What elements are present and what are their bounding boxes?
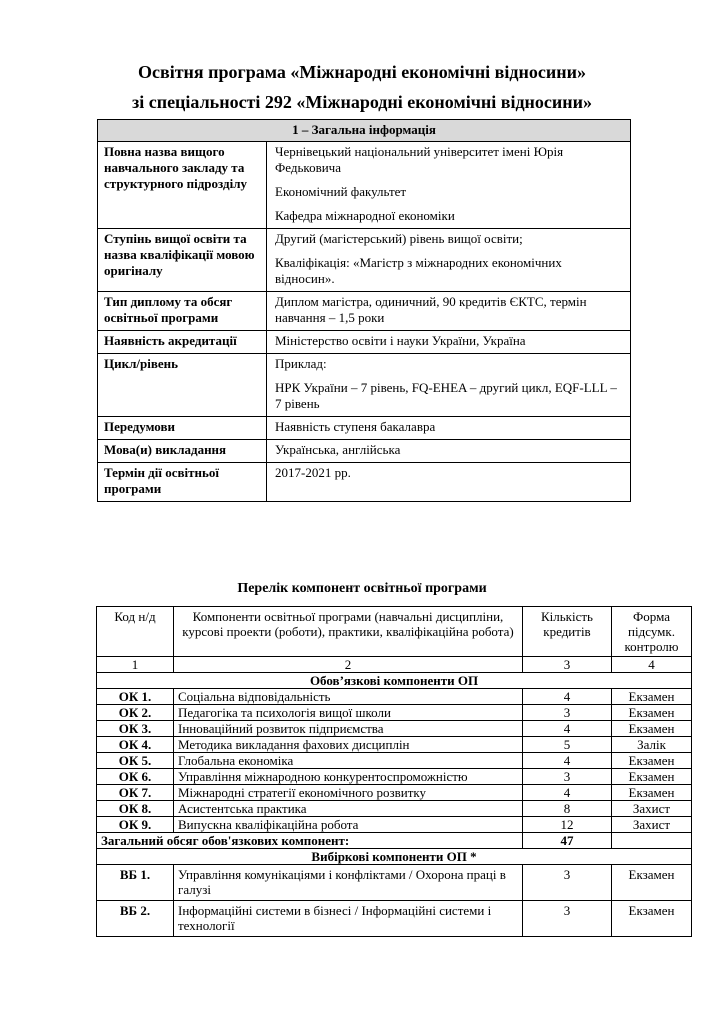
components-table bbox=[96, 606, 692, 937]
info-row-institution bbox=[98, 142, 631, 229]
header-control-form: Форма підсумк. контролю bbox=[612, 607, 692, 657]
info-value bbox=[267, 463, 631, 502]
document-title: Освітня програма «Міжнародні економічні відносини» bbox=[138, 62, 586, 82]
info-value bbox=[267, 292, 631, 331]
header-code: Код н/д bbox=[97, 607, 174, 657]
info-value-line: Диплом магістра, одиничний, 90 кредитів ЄКТС, термін навчання – 1,5 роки bbox=[275, 294, 587, 325]
component-name: Асистентська практика bbox=[174, 801, 523, 817]
mandatory-component-row bbox=[97, 801, 692, 817]
general-info-table bbox=[97, 119, 631, 502]
component-code: ОК 7. bbox=[97, 785, 174, 801]
component-name: Соціальна відповідальність bbox=[174, 689, 523, 705]
mandatory-section-title: Обов’язкові компоненти ОП bbox=[97, 673, 692, 689]
mandatory-component-row bbox=[97, 817, 692, 833]
component-name: Управління міжнародною конкурентоспроможністю bbox=[174, 769, 523, 785]
component-credits: 4 bbox=[523, 753, 612, 769]
component-control-form: Екзамен bbox=[612, 705, 692, 721]
component-code: ОК 6. bbox=[97, 769, 174, 785]
component-control-form: Екзамен bbox=[612, 689, 692, 705]
info-label: Мова(и) викладання bbox=[98, 440, 267, 463]
info-value-line: Українська, англійська bbox=[275, 442, 401, 457]
info-value-line: Кафедра міжнародної економіки bbox=[275, 208, 455, 223]
info-value-line: Кваліфікація: «Магістр з міжнародних економічних відносин». bbox=[275, 255, 562, 286]
info-value bbox=[267, 417, 631, 440]
info-value-line: Другий (магістерський) рівень вищої освіти; bbox=[275, 231, 523, 246]
component-credits: 4 bbox=[523, 785, 612, 801]
component-name: Управління комунікаціями і конфліктами / Охорона праці в галузі bbox=[174, 865, 523, 901]
component-name: Міжнародні стратегії економічного розвитку bbox=[174, 785, 523, 801]
component-control-form: Захист bbox=[612, 817, 692, 833]
component-code: ОК 5. bbox=[97, 753, 174, 769]
elective-section-title: Вибіркові компоненти ОП * bbox=[97, 849, 692, 865]
info-value-line: Приклад: bbox=[275, 356, 327, 371]
mandatory-component-row bbox=[97, 705, 692, 721]
component-name: Інформаційні системи в бізнесі / Інформаційні системи і технології bbox=[174, 901, 523, 937]
mandatory-section-row bbox=[97, 673, 692, 689]
info-label: Тип диплому та обсяг освітньої програми bbox=[98, 292, 267, 331]
components-header-row bbox=[97, 607, 692, 657]
header-credits: Кількість кредитів bbox=[523, 607, 612, 657]
column-number: 2 bbox=[174, 657, 523, 673]
component-code: ОК 8. bbox=[97, 801, 174, 817]
total-row bbox=[97, 833, 692, 849]
elective-component-row bbox=[97, 865, 692, 901]
info-value-line: Наявність ступеня бакалавра bbox=[275, 419, 436, 434]
component-control-form: Екзамен bbox=[612, 721, 692, 737]
mandatory-component-row bbox=[97, 737, 692, 753]
document-subtitle: зі спеціальності 292 «Міжнародні економічні відносини» bbox=[131, 92, 593, 112]
info-row-diploma bbox=[98, 292, 631, 331]
info-value-line: Чернівецький національний університет імені Юрія Федьковича bbox=[275, 144, 564, 175]
component-control-form: Залік bbox=[612, 737, 692, 753]
component-code: ОК 2. bbox=[97, 705, 174, 721]
info-row-accreditation bbox=[98, 331, 631, 354]
component-control-form: Екзамен bbox=[612, 865, 692, 901]
total-label: Загальний обсяг обов'язкових компонент: bbox=[97, 833, 523, 849]
info-row-prerequisites bbox=[98, 417, 631, 440]
general-info-header: 1 – Загальна інформація bbox=[98, 120, 631, 142]
component-credits: 3 bbox=[523, 901, 612, 937]
info-value bbox=[267, 440, 631, 463]
column-number-row bbox=[97, 657, 692, 673]
component-credits: 3 bbox=[523, 769, 612, 785]
component-code: ВБ 2. bbox=[97, 901, 174, 937]
info-value-line: Міністерство освіти і науки України, Україна bbox=[275, 333, 526, 348]
info-value bbox=[267, 229, 631, 292]
component-credits: 4 bbox=[523, 689, 612, 705]
mandatory-component-row bbox=[97, 769, 692, 785]
info-row-validity bbox=[98, 463, 631, 502]
info-value-line: Економічний факультет bbox=[275, 184, 407, 199]
mandatory-component-row bbox=[97, 689, 692, 705]
info-label: Термін дії освітньої програми bbox=[98, 463, 267, 502]
info-value bbox=[267, 142, 631, 229]
mandatory-component-row bbox=[97, 721, 692, 737]
component-name: Інноваційний розвиток підприємства bbox=[174, 721, 523, 737]
general-info-header-row bbox=[98, 120, 631, 142]
column-number: 3 bbox=[523, 657, 612, 673]
mandatory-component-row bbox=[97, 785, 692, 801]
component-credits: 4 bbox=[523, 721, 612, 737]
info-label: Ступінь вищої освіти та назва кваліфікації мовою оригіналу bbox=[98, 229, 267, 292]
elective-components bbox=[97, 865, 692, 937]
info-row-degree bbox=[98, 229, 631, 292]
component-name: Методика викладання фахових дисциплін bbox=[174, 737, 523, 753]
total-value: 47 bbox=[523, 833, 612, 849]
info-value bbox=[267, 354, 631, 417]
component-control-form: Екзамен bbox=[612, 901, 692, 937]
column-number: 1 bbox=[97, 657, 174, 673]
component-control-form: Екзамен bbox=[612, 753, 692, 769]
info-row-languages bbox=[98, 440, 631, 463]
elective-component-row bbox=[97, 901, 692, 937]
component-control-form: Екзамен bbox=[612, 785, 692, 801]
info-value-line: НРК України – 7 рівень, FQ-EHEA – другий цикл, EQF-LLL – 7 рівень bbox=[275, 380, 617, 411]
column-number: 4 bbox=[612, 657, 692, 673]
component-control-form: Екзамен bbox=[612, 769, 692, 785]
header-component: Компоненти освітньої програми (навчальні дисципліни, курсові проекти (роботи), практики, кваліфікаційна робота) bbox=[174, 607, 523, 657]
components-list-title: Перелік компонент освітньої програми bbox=[237, 581, 487, 596]
info-label: Повна назва вищого навчального закладу та структурного підрозділу bbox=[98, 142, 267, 229]
component-name: Випускна кваліфікаційна робота bbox=[174, 817, 523, 833]
component-credits: 5 bbox=[523, 737, 612, 753]
mandatory-component-row bbox=[97, 753, 692, 769]
component-credits: 3 bbox=[523, 865, 612, 901]
component-code: ОК 3. bbox=[97, 721, 174, 737]
component-control-form: Захист bbox=[612, 801, 692, 817]
mandatory-components bbox=[97, 689, 692, 833]
component-credits: 8 bbox=[523, 801, 612, 817]
component-code: ОК 1. bbox=[97, 689, 174, 705]
component-credits: 3 bbox=[523, 705, 612, 721]
component-credits: 12 bbox=[523, 817, 612, 833]
component-code: ОК 9. bbox=[97, 817, 174, 833]
total-empty-cell bbox=[612, 833, 692, 849]
info-value bbox=[267, 331, 631, 354]
info-row-cycle bbox=[98, 354, 631, 417]
elective-section-row bbox=[97, 849, 692, 865]
info-value-line: 2017-2021 рр. bbox=[275, 465, 351, 480]
info-label: Передумови bbox=[98, 417, 267, 440]
info-label: Наявність акредитації bbox=[98, 331, 267, 354]
component-code: ОК 4. bbox=[97, 737, 174, 753]
info-label: Цикл/рівень bbox=[98, 354, 267, 417]
component-name: Педагогіка та психологія вищої школи bbox=[174, 705, 523, 721]
component-name: Глобальна економіка bbox=[174, 753, 523, 769]
component-code: ВБ 1. bbox=[97, 865, 174, 901]
